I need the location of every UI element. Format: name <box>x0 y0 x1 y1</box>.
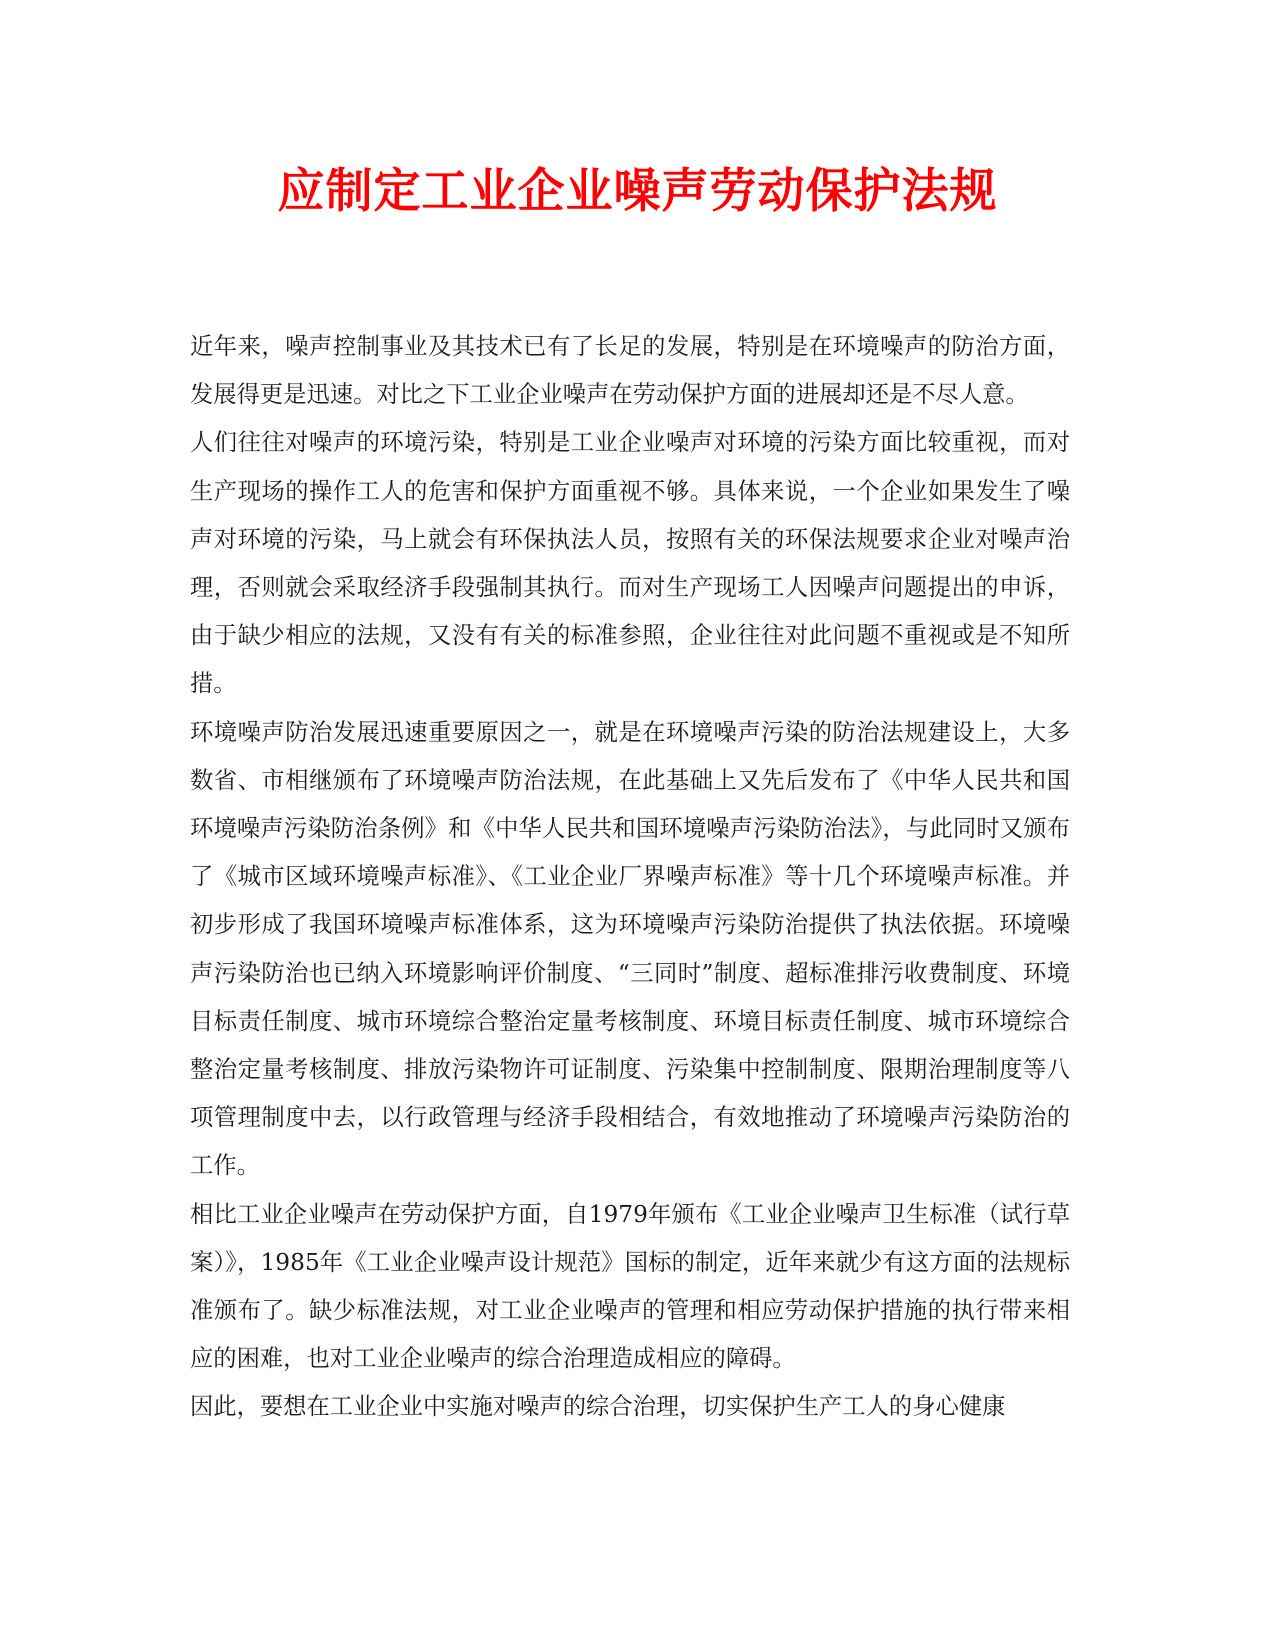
paragraph-5: 因此，要想在工业企业中实施对噪声的综合治理，切实保护生产工人的身心健康 <box>190 1393 1006 1421</box>
paragraph-4: 相比工业企业噪声在劳动保护方面，自1979年颁布《工业企业噪声卫生标准（试行草案）》，1985年《工业企业噪声设计规范》国标的制定，近年来就少有这方面的法规标准颁布了。缺少标准法规，对工业企业噪声的管理和相应劳动保护措施的执行带来相应的困难，也对工业企业噪声的综合治理造成相应的障碍。 <box>190 1200 1070 1373</box>
paragraph-3: 环境噪声防治发展迅速重要原因之一，就是在环境噪声污染的防治法规建设上，大多数省、市相继颁布了环境噪声防治法规，在此基础上又先后发布了《中华人民共和国环境噪声污染防治条例》和《中华人民共和国环境噪声污染防治法》，与此同时又颁布了《城市区域环境噪声标准》、《工业企业厂界噪声标准》等十几个环境噪声标准。并初步形成了我国环境噪声标准体系，这为环境噪声污染防治提供了执法依据。环境噪声污染防治也已纳入环境影响评价制度、“三同时”制度、超标准排污收费制度、环境目标责任制度、城市环境综合整治定量考核制度、环境目标责任制度、城市环境综合整治定量考核制度、排放污染物许可证制度、污染集中控制制度、限期治理制度等八项管理制度中去，以行政管理与经济手段相结合，有效地推动了环境噪声污染防治的工作。 <box>190 718 1070 1180</box>
document-body <box>190 323 1070 1432</box>
document-title: 应制定工业企业噪声劳动保护法规 <box>277 164 998 219</box>
paragraph-2: 人们往往对噪声的环境污染，特别是工业企业噪声对环境的污染方面比较重视，而对生产现场的操作工人的危害和保护方面重视不够。具体来说，一个企业如果发生了噪声对环境的污染，马上就会有环保执法人员，按照有关的环保法规要求企业对噪声治理，否则就会采取经济手段强制其执行。而对生产现场工人因噪声问题提出的申诉，由于缺少相应的法规，又没有有关的标准参照，企业往往对此问题不重视或是不知所措。 <box>190 429 1070 698</box>
paragraph-1: 近年来，噪声控制事业及其技术已有了长足的发展，特别是在环境噪声的防治方面，发展得更是迅速。对比之下工业企业噪声在劳动保护方面的进展却还是不尽人意。 <box>190 333 1070 409</box>
